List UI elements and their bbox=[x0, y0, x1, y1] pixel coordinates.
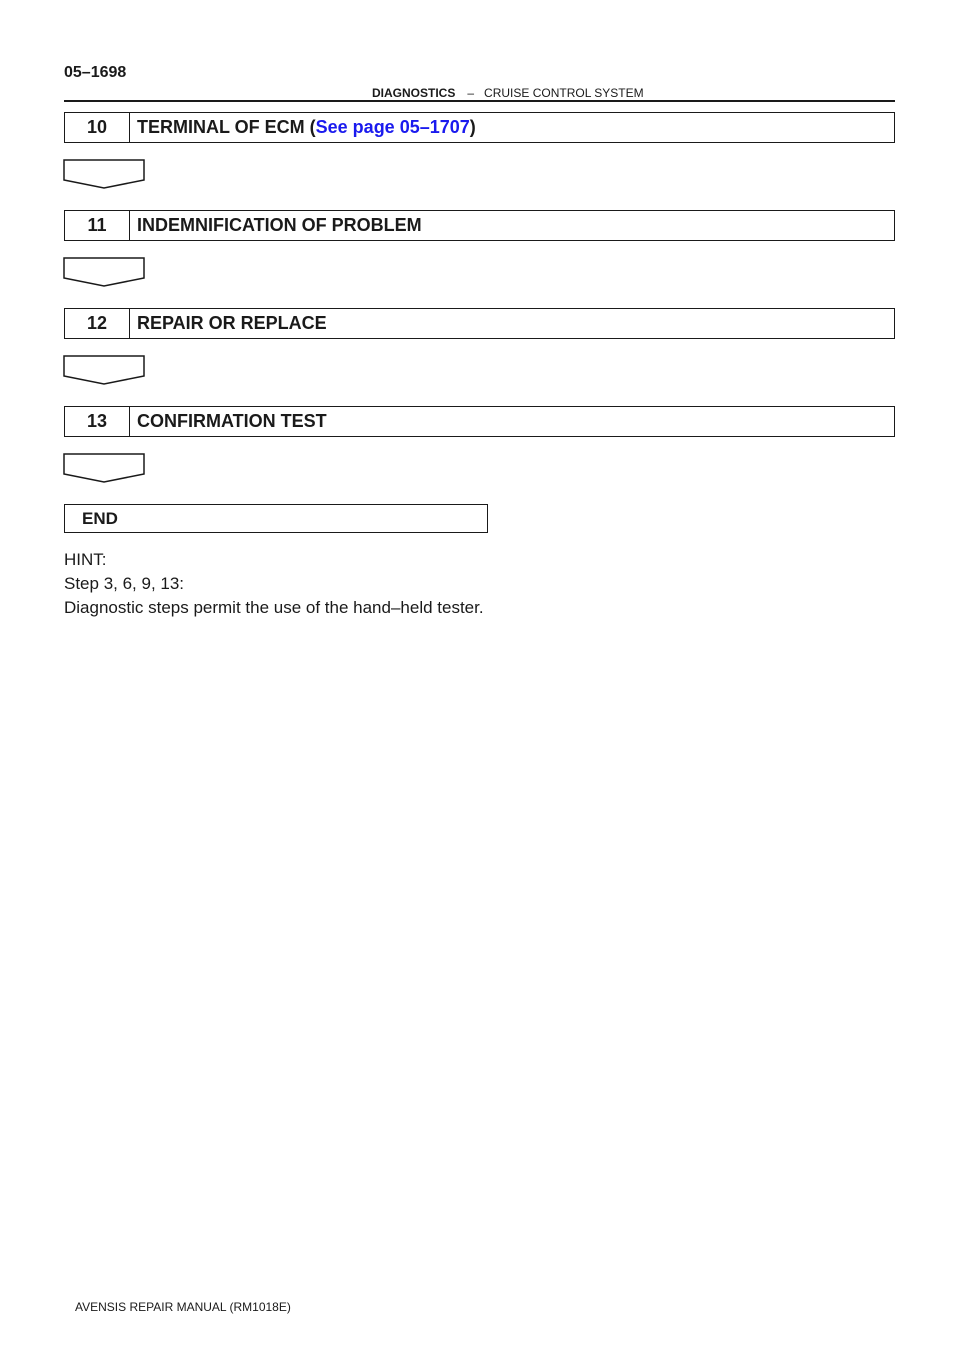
step-title-text: TERMINAL OF ECM ( bbox=[137, 117, 316, 137]
step-12-box bbox=[64, 308, 895, 339]
header-section: DIAGNOSTICS bbox=[372, 86, 456, 100]
header-subsection: CRUISE CONTROL SYSTEM bbox=[484, 86, 644, 100]
footer-manual-id: AVENSIS REPAIR MANUAL (RM1018E) bbox=[75, 1300, 291, 1314]
step-number: 12 bbox=[65, 309, 130, 338]
step-title: CONFIRMATION TEST bbox=[137, 411, 327, 431]
header-separator: – bbox=[467, 86, 475, 100]
header-rule bbox=[64, 100, 895, 102]
end-label: END bbox=[82, 508, 118, 528]
header-title bbox=[372, 86, 644, 100]
step-13-box bbox=[64, 406, 895, 437]
hint-line-2: Diagnostic steps permit the use of the hand–held tester. bbox=[64, 598, 484, 617]
step-title-end: ) bbox=[469, 117, 476, 137]
step-title: INDEMNIFICATION OF PROBLEM bbox=[137, 215, 422, 235]
step-title bbox=[130, 113, 476, 142]
page-number: 05–1698 bbox=[64, 64, 127, 81]
step-number: 10 bbox=[65, 113, 130, 142]
step-number: 13 bbox=[65, 407, 130, 436]
flow-arrow-icon bbox=[63, 355, 145, 386]
flow-arrow-icon bbox=[63, 453, 145, 484]
flow-arrow-icon bbox=[63, 257, 145, 288]
step-title: REPAIR OR REPLACE bbox=[137, 313, 327, 333]
flow-arrow-icon bbox=[63, 159, 145, 190]
page-link[interactable]: See page 05–1707 bbox=[315, 117, 470, 137]
step-11-box bbox=[64, 210, 895, 241]
hint-label: HINT: bbox=[64, 550, 107, 569]
end-box bbox=[64, 504, 488, 533]
step-10-box bbox=[64, 112, 895, 143]
hint-line-1: Step 3, 6, 9, 13: bbox=[64, 574, 185, 593]
step-number: 11 bbox=[65, 211, 130, 240]
